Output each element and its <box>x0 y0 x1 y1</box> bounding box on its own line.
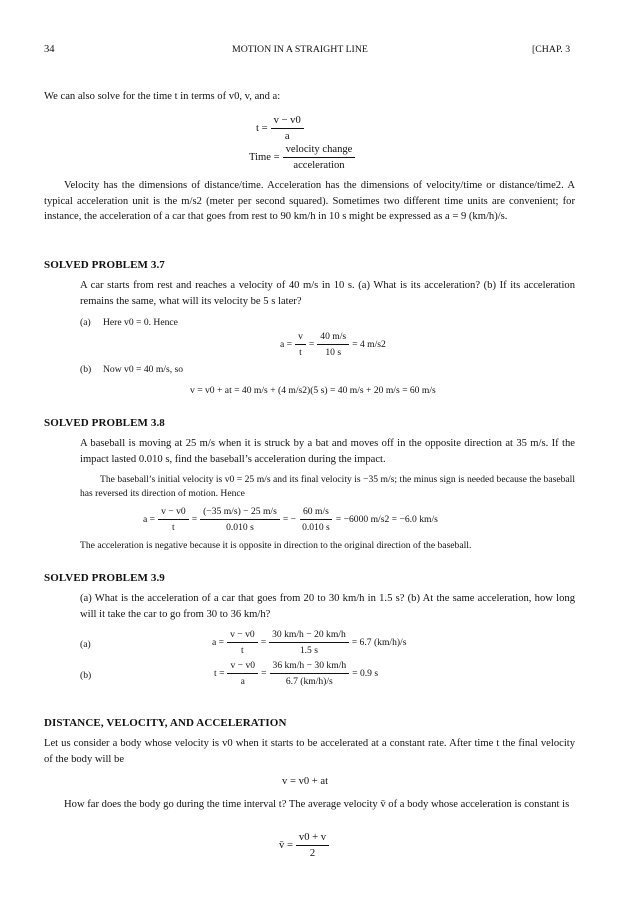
section-paragraph-2: How far does the body go during the time interval t? The average velocity v̄ of a body whose acceleration is constant is <box>64 799 570 810</box>
fraction-denominator: 2 <box>309 848 316 859</box>
problem-3-9-eq-b-fraction-1 <box>227 659 258 688</box>
fraction-numerator: 36 km/h − 30 km/h <box>270 659 350 674</box>
problem-3-7-eq-a-fraction-2 <box>317 330 349 359</box>
fraction-denominator: 0.010 s <box>302 522 330 533</box>
problem-3-7-part-a-text: Here v0 = 0. Hence <box>103 317 178 328</box>
equals-sign: = <box>191 514 198 525</box>
problem-3-8-note: The baseball’s initial velocity is v0 = 25 m/s and its final velocity is −35 m/s; the minus sign is needed because the baseball has reversed its direction of motion. Hence <box>80 474 575 499</box>
fraction-denominator: t <box>299 347 302 358</box>
problem-3-8-conclusion: The acceleration is negative because it is opposite in direction to the original direction of the baseball. <box>80 540 472 551</box>
equals-sign: = <box>308 339 315 350</box>
equals-sign: = <box>260 637 267 648</box>
fraction-numerator: (−35 m/s) − 25 m/s <box>200 505 280 520</box>
problem-3-8-eq-lhs: a = <box>143 514 156 525</box>
problem-3-9-part-a-label: (a) <box>80 639 91 650</box>
problem-3-7-heading: SOLVED PROBLEM 3.7 <box>44 259 165 271</box>
equation-time-lhs: Time = <box>249 152 280 163</box>
problem-3-8-eq-fraction-1 <box>158 505 189 534</box>
problem-3-8-eq-mid: = − <box>282 514 297 525</box>
dimensions-paragraph: Velocity has the dimensions of distance/time. Acceleration has the dimensions of velocity/time or distance/time2. A typical acceleration unit is the m/s2 (meter per second squared). Sometimes two different time units are convenient; for instance, the acceleration of a car that goes from rest to 90 km/h in 10 s might be expressed as a = 9 (km/h)/s. <box>44 180 575 222</box>
equation-time-denominator: acceleration <box>293 160 345 171</box>
problem-3-7-part-b-text: Now v0 = 40 m/s, so <box>103 364 184 375</box>
problem-3-8-statement: A baseball is moving at 25 m/s when it is struck by a bat and moves off in the opposite direction at 35 m/s. If the impact lasted 0.010 s, find the baseball’s acceleration during the impact. <box>80 438 575 465</box>
fraction-denominator: t <box>172 522 175 533</box>
equation-t-numerator: v − v0 <box>271 114 304 129</box>
problem-3-9-eq-a-fraction-2 <box>269 628 349 657</box>
running-title: MOTION IN A STRAIGHT LINE <box>232 44 368 55</box>
problem-3-7-part-a-label: (a) <box>80 317 91 328</box>
problem-3-9-eq-a-fraction-1 <box>227 628 258 657</box>
fraction-numerator: v − v0 <box>158 505 189 520</box>
fraction-denominator: 0.010 s <box>226 522 254 533</box>
fraction-numerator: 30 km/h − 20 km/h <box>269 628 349 643</box>
problem-3-9-part-b-label: (b) <box>80 670 92 681</box>
chapter-label: [CHAP. 3 <box>532 44 571 55</box>
equation-vbar-fraction <box>296 831 329 860</box>
problem-3-9-statement: (a) What is the acceleration of a car that goes from 20 to 30 km/h in 1.5 s? (b) At the same acceleration, how long will it take the car to go from 30 to 36 km/h? <box>80 593 575 620</box>
equation-time-numerator: velocity change <box>283 143 356 158</box>
section-paragraph-1: Let us consider a body whose velocity is v0 when it starts to be accelerated at a constant rate. After time t the final velocity of the body will be <box>44 738 575 765</box>
fraction-denominator: a <box>240 676 245 687</box>
problem-3-7-equation-b: v = v0 + at = 40 m/s + (4 m/s2)(5 s) = 40 m/s + 20 m/s = 60 m/s <box>190 385 436 396</box>
equation-time-fraction <box>283 143 356 172</box>
problem-3-9-eq-b-result: = 0.9 s <box>352 668 379 679</box>
problem-3-9-heading: SOLVED PROBLEM 3.9 <box>44 572 165 584</box>
page-number: 34 <box>44 44 55 55</box>
problem-3-9-eq-a-result: = 6.7 (km/h)/s <box>351 637 407 648</box>
intro-solve-time-line: We can also solve for the time t in terms of v0, v, and a: <box>44 91 281 102</box>
problem-3-7-eq-a-lhs: a = <box>280 339 293 350</box>
problem-3-8-equation <box>143 505 438 534</box>
fraction-denominator: 1.5 s <box>299 645 318 656</box>
fraction-numerator: 40 m/s <box>317 330 349 345</box>
problem-3-8-heading: SOLVED PROBLEM 3.8 <box>44 417 165 429</box>
problem-3-7-eq-a-fraction-1 <box>295 330 306 359</box>
equation-time <box>249 143 358 172</box>
fraction-denominator: 6.7 (km/h)/s <box>285 676 333 687</box>
problem-3-9-eq-b-fraction-2 <box>270 659 350 688</box>
fraction-denominator: 10 s <box>325 347 342 358</box>
fraction-numerator: v0 + v <box>296 831 329 846</box>
problem-3-8-eq-fraction-2 <box>200 505 280 534</box>
fraction-numerator: v − v0 <box>227 659 258 674</box>
equation-t-fraction <box>271 114 304 143</box>
problem-3-7-eq-a-result: = 4 m/s2 <box>352 339 386 350</box>
equation-v: v = v0 + at <box>282 776 329 787</box>
equation-vbar <box>279 831 332 860</box>
problem-3-8-eq-result: = −6000 m/s2 = −6.0 km/s <box>335 514 438 525</box>
problem-3-9-eq-b-lhs: t = <box>214 668 225 679</box>
equation-t-lhs: t = <box>256 123 268 134</box>
fraction-numerator: v <box>295 330 306 345</box>
problem-3-9-equation-a <box>212 628 406 657</box>
equals-sign: = <box>261 668 267 679</box>
equation-t <box>256 114 307 143</box>
fraction-numerator: 60 m/s <box>300 505 332 520</box>
problem-3-7-equation-a <box>280 330 386 359</box>
problem-3-7-part-b-label: (b) <box>80 364 92 375</box>
problem-3-8-eq-fraction-3 <box>299 505 333 534</box>
equation-t-denominator: a <box>284 131 290 142</box>
fraction-numerator: v − v0 <box>227 628 258 643</box>
equation-vbar-lhs: v̄ = <box>279 840 293 851</box>
problem-3-9-equation-b <box>214 659 378 688</box>
section-heading: DISTANCE, VELOCITY, AND ACCELERATION <box>44 717 287 729</box>
fraction-denominator: t <box>241 645 244 656</box>
problem-3-7-statement: A car starts from rest and reaches a velocity of 40 m/s in 10 s. (a) What is its acceleration? (b) If its acceleration remains the same, what will its velocity be 5 s later? <box>80 280 575 307</box>
problem-3-9-eq-a-lhs: a = <box>212 637 225 648</box>
